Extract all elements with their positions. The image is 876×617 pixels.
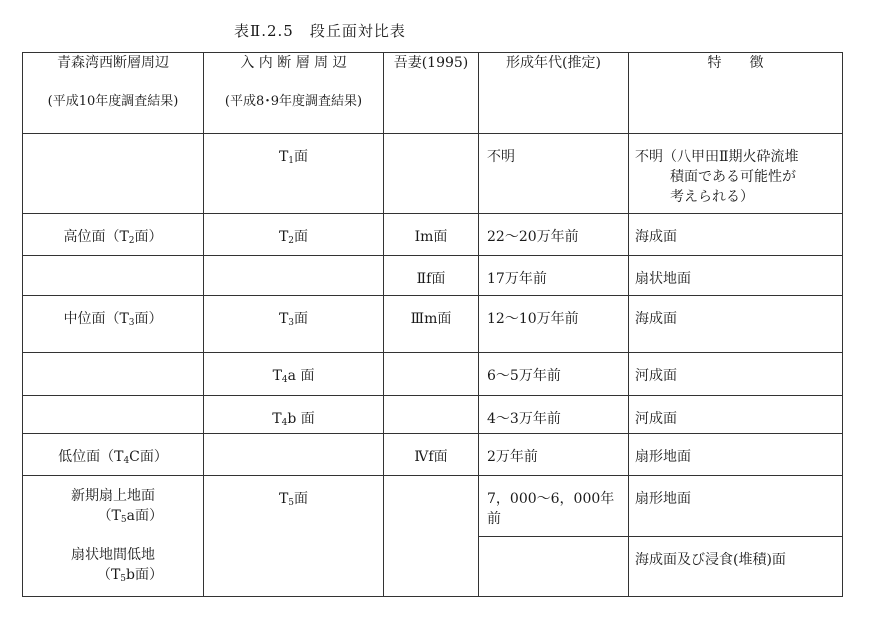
azuma-cell: Ⅲm面: [384, 296, 479, 353]
header-aomori-bay-west-fault: 青森湾西断層周辺 (平成10年度調査結果): [23, 53, 204, 134]
header-row: [23, 53, 843, 134]
table-title: 表Ⅱ.2.5 段丘面対比表: [234, 22, 406, 40]
terrace-comparison-table: [22, 52, 843, 597]
header-irinai-fault: 入 内 断 層 周 辺 (平成8･9年度調査結果): [204, 53, 384, 134]
feature-cell: 海成面: [629, 296, 843, 353]
age-cell: 2万年前: [479, 434, 629, 476]
feature-cell: 扇形地面: [629, 476, 843, 537]
table-row: [23, 296, 843, 353]
feature-cell: 海成面: [629, 214, 843, 256]
azuma-cell: Ⅳf面: [384, 434, 479, 476]
table-row: [23, 434, 843, 476]
header-azuma-1995: 吾妻(1995): [384, 53, 479, 134]
irinai-cell: $T_4a$ 面: [204, 353, 384, 396]
age-cell: 17万年前: [479, 256, 629, 296]
header-formation-age: 形成年代(推定): [479, 53, 629, 134]
age-cell: 22～20万年前: [479, 214, 629, 256]
table-row: [23, 214, 843, 256]
age-cell: 4～3万年前: [479, 396, 629, 434]
feature-cell: 河成面: [629, 396, 843, 434]
aomori-cell: 新期扇上地面 （$T_5a$面） 扇状地間低地 （$T_5b$面）: [23, 476, 204, 597]
age-cell: 6～5万年前: [479, 353, 629, 396]
irinai-cell: $T_1$面: [204, 134, 384, 214]
aomori-cell: 低位面（$T_4C$面）: [23, 434, 204, 476]
age-cell: 7，000～6，000年前: [479, 476, 629, 537]
feature-cell: 扇形地面: [629, 434, 843, 476]
age-cell: 不明: [479, 134, 629, 214]
irinai-cell: $T_5$面: [204, 476, 384, 597]
azuma-cell: Ⅰm面: [384, 214, 479, 256]
feature-cell: 河成面: [629, 353, 843, 396]
azuma-cell: Ⅱf面: [384, 256, 479, 296]
table-row: [23, 256, 843, 296]
aomori-cell: 高位面（$T_2$面）: [23, 214, 204, 256]
header-features: 特 徴: [629, 53, 843, 134]
irinai-cell: $T_3$面: [204, 296, 384, 353]
irinai-cell: $T_4b$ 面: [204, 396, 384, 434]
feature-cell: 不明（八甲田Ⅱ期火砕流堆 積面である可能性が 考えられる）: [629, 134, 843, 214]
irinai-cell: $T_2$面: [204, 214, 384, 256]
feature-cell: 海成面及び浸食(堆積)面: [629, 537, 843, 597]
table-row: [23, 134, 843, 214]
table-row: [23, 353, 843, 396]
table-row: [23, 476, 843, 537]
aomori-cell: 中位面（$T_3$面）: [23, 296, 204, 353]
feature-cell: 扇状地面: [629, 256, 843, 296]
age-cell: 12～10万年前: [479, 296, 629, 353]
table-row: [23, 396, 843, 434]
